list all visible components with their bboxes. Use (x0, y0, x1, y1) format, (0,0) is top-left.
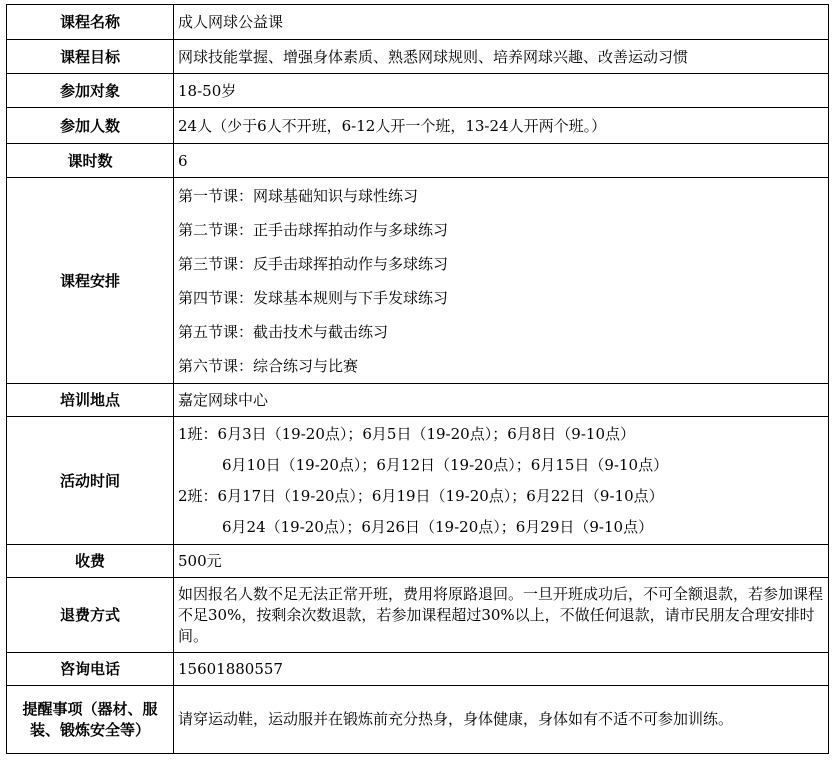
row-contact-phone (7, 653, 829, 686)
activity-time-line: 6月24（19-20点）；6月26日（19-20点）；6月29日（9-10点） (222, 517, 654, 536)
target-audience-label: 参加对象 (7, 74, 174, 108)
contact-phone-value: 15601880557 (174, 653, 829, 686)
activity-time-line: 6月10日（19-20点）；6月12日（19-20点）；6月15日（9-10点） (222, 455, 669, 474)
refund-policy-label: 退费方式 (7, 578, 174, 653)
row-refund-policy (7, 578, 829, 653)
refund-policy-value: 如因报名人数不足无法正常开班，费用将原路退回。一旦开班成功后，不可全额退款，若参加课程不足30%，按剩余次数退款，若参加课程超过30%以上，不做任何退款，请市民朋友合理安排时间。 (174, 578, 829, 653)
row-target-audience (7, 74, 829, 108)
schedule-item: 第一节课：网球基础知识与球性练习 (178, 186, 419, 205)
course-goal-label: 课程目标 (7, 40, 174, 74)
participant-count-value: 24人（少于6人不开班，6-12人开一个班，13-24人开两个班。） (174, 108, 829, 144)
class-hours-value: 6 (174, 144, 829, 178)
course-info-table (6, 4, 829, 754)
row-training-location (7, 384, 829, 417)
course-goal-value: 网球技能掌握、增强身体素质、熟悉网球规则、培养网球兴趣、改善运动习惯 (174, 40, 829, 74)
activity-time-list (174, 417, 829, 545)
schedule-item: 第五节课：截击技术与截击练习 (178, 322, 389, 341)
activity-time-line: 1班：6月3日（19-20点）；6月5日（19-20点）；6月8日（9-10点） (178, 424, 635, 443)
participant-count-label: 参加人数 (7, 108, 174, 144)
training-location-value: 嘉定网球中心 (174, 384, 829, 417)
schedule-item: 第四节课：发球基本规则与下手发球练习 (178, 288, 449, 307)
schedule-item: 第六节课：综合练习与比赛 (178, 356, 359, 375)
activity-time-label: 活动时间 (7, 417, 174, 545)
target-audience-value: 18-50岁 (174, 74, 829, 108)
course-info-document (6, 4, 829, 754)
course-name-label: 课程名称 (7, 5, 174, 40)
row-reminder (7, 686, 829, 754)
fee-value: 500元 (174, 545, 829, 578)
reminder-value: 请穿运动鞋，运动服并在锻炼前充分热身，身体健康，身体如有不适不可参加训练。 (174, 686, 829, 754)
activity-time-line: 2班：6月17日（19-20点）；6月19日（19-20点）；6月22日（9-10点） (178, 486, 664, 505)
reminder-label: 提醒事项（器材、服装、锻炼安全等） (7, 686, 174, 754)
course-schedule-list (174, 178, 829, 384)
schedule-item: 第二节课：正手击球挥拍动作与多球练习 (178, 220, 449, 239)
row-course-goal (7, 40, 829, 74)
contact-phone-label: 咨询电话 (7, 653, 174, 686)
row-participant-count (7, 108, 829, 144)
course-schedule-label: 课程安排 (7, 178, 174, 384)
row-course-schedule (7, 178, 829, 384)
row-course-name (7, 5, 829, 40)
row-class-hours (7, 144, 829, 178)
schedule-item: 第三节课：反手击球挥拍动作与多球练习 (178, 254, 449, 273)
fee-label: 收费 (7, 545, 174, 578)
class-hours-label: 课时数 (7, 144, 174, 178)
course-name-value: 成人网球公益课 (174, 5, 829, 40)
row-fee (7, 545, 829, 578)
training-location-label: 培训地点 (7, 384, 174, 417)
row-activity-time (7, 417, 829, 545)
